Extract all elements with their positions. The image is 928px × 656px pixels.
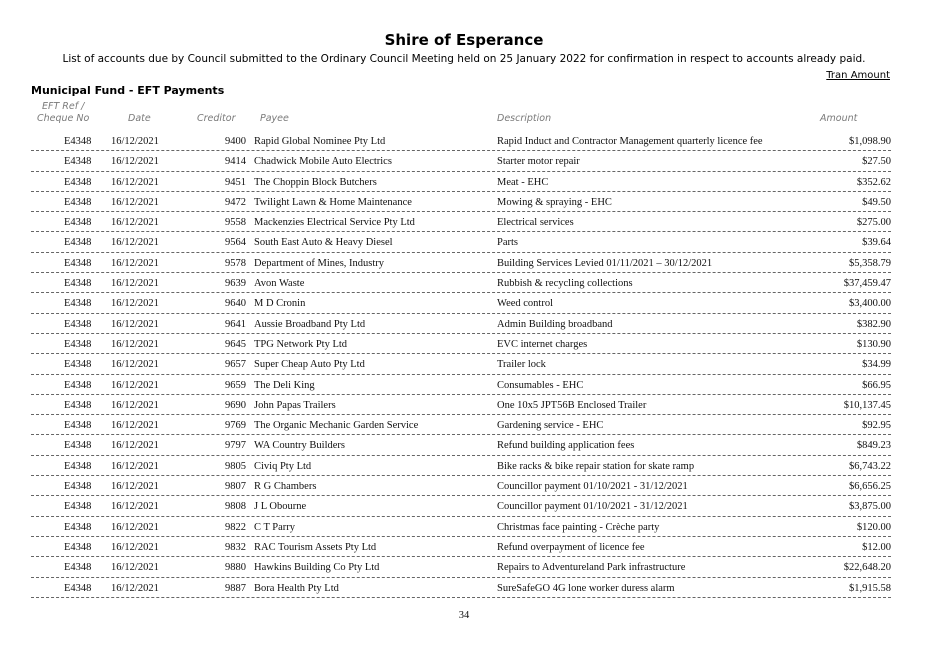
date-cell: 16/12/2021	[111, 156, 159, 168]
table-row	[31, 131, 891, 151]
eft-ref-cell: E4348	[64, 562, 92, 574]
payments-table	[31, 131, 891, 598]
page-number: 34	[458, 610, 470, 621]
payee-cell: RAC Tourism Assets Pty Ltd	[254, 541, 377, 553]
description-cell: Rapid Induct and Contractor Management quarterly licence fee	[497, 136, 763, 147]
table-row	[31, 517, 891, 537]
payee-cell: C T Parry	[254, 521, 296, 533]
payee-cell: The Deli King	[254, 379, 315, 391]
payee-cell: Rapid Global Nominee Pty Ltd	[254, 136, 386, 147]
date-cell: 16/12/2021	[111, 278, 159, 290]
date-cell: 16/12/2021	[111, 217, 159, 229]
payee-cell: The Organic Mechanic Garden Service	[254, 420, 419, 432]
payee-cell: Department of Mines, Industry	[254, 257, 385, 269]
date-cell: 16/12/2021	[111, 521, 159, 533]
date-cell: 16/12/2021	[111, 440, 159, 452]
description-cell: Gardening service - EHC	[497, 420, 604, 432]
description-cell: Refund building application fees	[497, 440, 635, 452]
date-cell: 16/12/2021	[111, 237, 159, 249]
eft-ref-cell: E4348	[64, 379, 92, 391]
creditor-cell: 9805	[225, 460, 246, 472]
amount-cell: $10,137.45	[843, 399, 891, 411]
date-cell: 16/12/2021	[111, 196, 159, 208]
date-cell: 16/12/2021	[111, 338, 159, 350]
table-row	[31, 578, 891, 598]
date-cell: 16/12/2021	[111, 257, 159, 269]
date-cell: 16/12/2021	[111, 359, 159, 371]
table-row	[31, 293, 891, 313]
creditor-cell: 9578	[225, 257, 246, 269]
date-cell: 16/12/2021	[111, 298, 159, 310]
payee-cell: M D Cronin	[254, 298, 306, 310]
date-cell: 16/12/2021	[111, 562, 159, 574]
eft-ref-cell: E4348	[64, 521, 92, 533]
eft-ref-cell: E4348	[64, 359, 92, 371]
amount-cell: $12.00	[862, 541, 891, 553]
creditor-cell: 9822	[225, 521, 246, 533]
creditor-cell: 9414	[225, 156, 246, 168]
eft-ref-cell: E4348	[64, 481, 92, 493]
amount-cell: $1,915.58	[849, 582, 891, 594]
description-cell: Electrical services	[497, 217, 574, 229]
description-cell: Councillor payment 01/10/2021 - 31/12/2021	[497, 481, 688, 493]
amount-cell: $3,875.00	[849, 501, 891, 513]
table-row	[31, 496, 891, 516]
eft-ref-cell: E4348	[64, 176, 92, 188]
payee-cell: Mackenzies Electrical Service Pty Ltd	[254, 217, 415, 229]
table-row	[31, 375, 891, 395]
eft-ref-cell: E4348	[64, 399, 92, 411]
amount-cell: $27.50	[862, 156, 891, 168]
eft-ref-cell: E4348	[64, 278, 92, 290]
eft-ref-cell: E4348	[64, 338, 92, 350]
amount-cell: $352.62	[856, 176, 891, 188]
table-row	[31, 334, 891, 354]
payee-cell: Twilight Lawn & Home Maintenance	[254, 196, 412, 208]
amount-cell: $849.23	[856, 440, 891, 452]
eft-ref-cell: E4348	[64, 501, 92, 513]
amount-cell: $130.90	[856, 338, 891, 350]
description-cell: EVC internet charges	[497, 338, 588, 350]
creditor-cell: 9769	[225, 420, 246, 432]
amount-cell: $5,358.79	[849, 257, 891, 269]
creditor-cell: 9564	[225, 237, 246, 249]
table-row	[31, 557, 891, 577]
description-cell: SureSafeGO 4G lone worker duress alarm	[497, 582, 675, 594]
payee-cell: Avon Waste	[254, 278, 305, 290]
eft-ref-cell: E4348	[64, 541, 92, 553]
creditor-cell: 9451	[225, 176, 246, 188]
payee-cell: WA Country Builders	[254, 440, 345, 452]
page-subtitle: List of accounts due by Council submitted to the Ordinary Council Meeting held on 25 January 2022 for confirmation in respect to accounts already paid.	[62, 53, 866, 65]
page-title: Shire of Esperance	[384, 31, 544, 49]
payee-cell: TPG Network Pty Ltd	[254, 338, 348, 350]
col-header-payee: Payee	[260, 113, 289, 124]
amount-cell: $6,743.22	[849, 460, 891, 472]
description-cell: Consumables - EHC	[497, 379, 584, 391]
payee-cell: South East Auto & Heavy Diesel	[254, 237, 393, 249]
amount-cell: $22,648.20	[843, 562, 891, 574]
eft-ref-cell: E4348	[64, 582, 92, 594]
section-heading: Municipal Fund - EFT Payments	[31, 84, 225, 97]
creditor-cell: 9641	[225, 318, 246, 330]
description-cell: Christmas face painting - Crèche party	[497, 521, 660, 533]
description-cell: Refund overpayment of licence fee	[497, 541, 645, 553]
table-row	[31, 395, 891, 415]
eft-ref-cell: E4348	[64, 237, 92, 249]
creditor-cell: 9832	[225, 541, 246, 553]
col-header-ref-line1: EFT Ref /	[42, 101, 85, 112]
col-header-date: Date	[128, 113, 151, 124]
payee-cell: J L Obourne	[254, 501, 307, 513]
payee-cell: John Papas Trailers	[254, 399, 336, 411]
eft-ref-cell: E4348	[64, 460, 92, 472]
creditor-cell: 9880	[225, 562, 246, 574]
table-row	[31, 354, 891, 374]
creditor-cell: 9640	[225, 298, 246, 310]
amount-cell: $49.50	[862, 196, 891, 208]
col-header-creditor: Creditor	[197, 113, 236, 124]
date-cell: 16/12/2021	[111, 501, 159, 513]
table-row	[31, 537, 891, 557]
amount-cell: $34.99	[862, 359, 891, 371]
payee-cell: Hawkins Building Co Pty Ltd	[254, 562, 380, 574]
creditor-cell: 9472	[225, 196, 246, 208]
payee-cell: R G Chambers	[254, 481, 317, 493]
amount-cell: $1,098.90	[849, 136, 891, 147]
date-cell: 16/12/2021	[111, 136, 159, 147]
description-cell: Meat - EHC	[497, 176, 549, 188]
creditor-cell: 9807	[225, 481, 246, 493]
creditor-cell: 9639	[225, 278, 246, 290]
creditor-cell: 9690	[225, 399, 246, 411]
date-cell: 16/12/2021	[111, 379, 159, 391]
table-row	[31, 415, 891, 435]
eft-ref-cell: E4348	[64, 298, 92, 310]
amount-cell: $39.64	[862, 237, 891, 249]
description-cell: Rubbish & recycling collections	[497, 278, 633, 290]
description-cell: Councillor payment 01/10/2021 - 31/12/2021	[497, 501, 688, 513]
date-cell: 16/12/2021	[111, 541, 159, 553]
payee-cell: Civiq Pty Ltd	[254, 460, 312, 472]
creditor-cell: 9645	[225, 338, 246, 350]
amount-cell: $275.00	[856, 217, 891, 229]
col-header-ref-line2: Cheque No	[37, 113, 90, 124]
eft-ref-cell: E4348	[64, 420, 92, 432]
creditor-cell: 9659	[225, 379, 246, 391]
creditor-cell: 9558	[225, 217, 246, 229]
table-row	[31, 212, 891, 232]
payee-cell: Aussie Broadband Pty Ltd	[254, 318, 366, 330]
table-row	[31, 435, 891, 455]
description-cell: Bike racks & bike repair station for skate ramp	[497, 460, 695, 472]
amount-cell: $6,656.25	[849, 481, 891, 493]
col-header-amount: Amount	[820, 113, 858, 124]
description-cell: Starter motor repair	[497, 156, 580, 168]
eft-ref-cell: E4348	[64, 156, 92, 168]
description-cell: Admin Building broadband	[497, 318, 613, 330]
description-cell: Repairs to Adventureland Park infrastructure	[497, 562, 686, 574]
table-row	[31, 456, 891, 476]
tran-amount-label: Tran Amount	[826, 70, 890, 81]
table-row	[31, 314, 891, 334]
eft-ref-cell: E4348	[64, 440, 92, 452]
payee-cell: Super Cheap Auto Pty Ltd	[254, 359, 365, 371]
description-cell: Weed control	[497, 298, 554, 310]
table-row	[31, 172, 891, 192]
table-row	[31, 151, 891, 171]
amount-cell: $37,459.47	[843, 278, 891, 290]
creditor-cell: 9400	[225, 136, 246, 147]
eft-ref-cell: E4348	[64, 257, 92, 269]
amount-cell: $92.95	[862, 420, 891, 432]
eft-ref-cell: E4348	[64, 136, 92, 147]
creditor-cell: 9808	[225, 501, 246, 513]
eft-ref-cell: E4348	[64, 217, 92, 229]
amount-cell: $382.90	[856, 318, 891, 330]
payee-cell: The Choppin Block Butchers	[254, 176, 377, 188]
date-cell: 16/12/2021	[111, 481, 159, 493]
date-cell: 16/12/2021	[111, 318, 159, 330]
description-cell: Building Services Levied 01/11/2021 – 30/12/2021	[497, 257, 713, 269]
date-cell: 16/12/2021	[111, 460, 159, 472]
col-header-description: Description	[497, 113, 552, 124]
date-cell: 16/12/2021	[111, 176, 159, 188]
eft-ref-cell: E4348	[64, 196, 92, 208]
payee-cell: Bora Health Pty Ltd	[254, 582, 339, 594]
date-cell: 16/12/2021	[111, 582, 159, 594]
description-cell: Mowing & spraying - EHC	[497, 196, 612, 208]
creditor-cell: 9797	[225, 440, 246, 452]
description-cell: One 10x5 JPT56B Enclosed Trailer	[497, 399, 647, 411]
amount-cell: $66.95	[862, 379, 891, 391]
date-cell: 16/12/2021	[111, 399, 159, 411]
table-row	[31, 192, 891, 212]
creditor-cell: 9887	[225, 582, 246, 594]
amount-cell: $120.00	[856, 521, 891, 533]
amount-cell: $3,400.00	[849, 298, 891, 310]
table-row	[31, 476, 891, 496]
date-cell: 16/12/2021	[111, 420, 159, 432]
table-row	[31, 232, 891, 252]
table-row	[31, 253, 891, 273]
table-row	[31, 273, 891, 293]
creditor-cell: 9657	[225, 359, 246, 371]
description-cell: Parts	[497, 237, 518, 249]
eft-ref-cell: E4348	[64, 318, 92, 330]
payee-cell: Chadwick Mobile Auto Electrics	[254, 156, 392, 168]
description-cell: Trailer lock	[497, 359, 546, 371]
